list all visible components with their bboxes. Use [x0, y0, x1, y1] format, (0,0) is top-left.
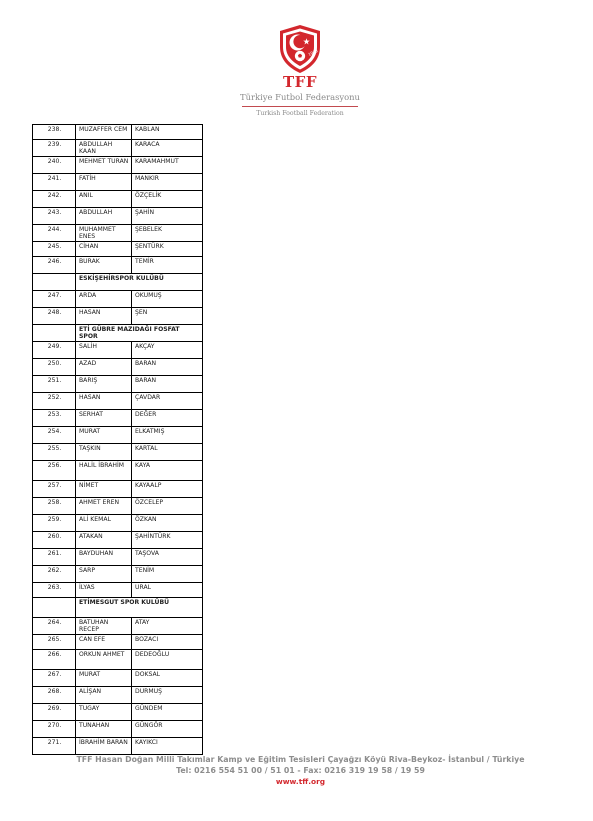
club-row-blank-cell: [33, 274, 76, 291]
table-row: [33, 359, 203, 376]
player-number: 254.: [33, 427, 76, 444]
player-number: 253.: [33, 410, 76, 427]
footer-phone: Tel: 0216 554 51 00 / 51 01 - Fax: 0216 319 19 58 / 19 59: [176, 766, 425, 775]
player-number: 271.: [33, 738, 76, 755]
player-roster-table: [32, 124, 203, 755]
player-first-name: ATAKAN: [76, 532, 132, 549]
player-number: 260.: [33, 532, 76, 549]
table-row: [33, 618, 203, 635]
player-first-name: ANIL: [76, 191, 132, 208]
club-name: ETİMESGUT SPOR KULÜBÜ: [76, 598, 203, 618]
table-row: [33, 393, 203, 410]
player-first-name: ARDA: [76, 291, 132, 308]
player-number: 240.: [33, 157, 76, 174]
player-last-name: DEĞER: [132, 410, 203, 427]
player-last-name: ÖZCELEP: [132, 498, 203, 515]
table-row: [33, 125, 203, 140]
player-last-name: ŞAHİN: [132, 208, 203, 225]
player-last-name: KAYIKCI: [132, 738, 203, 755]
table-row: [33, 427, 203, 444]
player-last-name: ÖZÇELİK: [132, 191, 203, 208]
table-row: [33, 481, 203, 498]
player-last-name: TEMİR: [132, 257, 203, 274]
player-number: 242.: [33, 191, 76, 208]
player-last-name: GÜNGÖR: [132, 721, 203, 738]
player-first-name: ALİŞAN: [76, 687, 132, 704]
player-last-name: AKÇAY: [132, 342, 203, 359]
player-first-name: BARIŞ: [76, 376, 132, 393]
player-last-name: OKUMUŞ: [132, 291, 203, 308]
player-first-name: MEHMET TURAN: [76, 157, 132, 174]
table-row: [33, 174, 203, 191]
player-last-name: KAYA: [132, 461, 203, 481]
player-number: 248.: [33, 308, 76, 325]
table-row: [33, 410, 203, 427]
player-last-name: DOKSAL: [132, 670, 203, 687]
player-number: 266.: [33, 650, 76, 670]
player-first-name: CAN EFE: [76, 635, 132, 650]
club-row-blank-cell: [33, 598, 76, 618]
table-row: [33, 225, 203, 242]
player-first-name: MURAT: [76, 427, 132, 444]
table-row: [33, 532, 203, 549]
player-first-name: ALİ KEMAL: [76, 515, 132, 532]
table-row: [33, 498, 203, 515]
player-last-name: ELKATMIŞ: [132, 427, 203, 444]
table-row: [33, 242, 203, 257]
player-number: 249.: [33, 342, 76, 359]
table-row: [33, 721, 203, 738]
player-first-name: SARP: [76, 566, 132, 583]
player-last-name: TENİM: [132, 566, 203, 583]
tff-emblem-icon: [276, 24, 324, 74]
player-last-name: DURMUŞ: [132, 687, 203, 704]
player-number: 252.: [33, 393, 76, 410]
player-first-name: SERHAT: [76, 410, 132, 427]
player-last-name: ŞENTÜRK: [132, 242, 203, 257]
player-last-name: BOZACI: [132, 635, 203, 650]
player-first-name: FATİH: [76, 174, 132, 191]
player-number: 263.: [33, 583, 76, 598]
table-row: [33, 308, 203, 325]
table-row: [33, 687, 203, 704]
player-number: 258.: [33, 498, 76, 515]
player-number: 262.: [33, 566, 76, 583]
roster-body: [33, 125, 203, 755]
table-row: [33, 342, 203, 359]
table-row: [33, 461, 203, 481]
player-first-name: İLYAS: [76, 583, 132, 598]
player-number: 270.: [33, 721, 76, 738]
player-last-name: KARTAL: [132, 444, 203, 461]
player-last-name: ŞEBELEK: [132, 225, 203, 242]
club-header-row: [33, 325, 203, 342]
player-first-name: TUNAHAN: [76, 721, 132, 738]
player-first-name: AZAD: [76, 359, 132, 376]
player-first-name: ORKUN AHMET: [76, 650, 132, 670]
player-number: 239.: [33, 140, 76, 157]
table-row: [33, 566, 203, 583]
player-first-name: TUGAY: [76, 704, 132, 721]
table-row: [33, 444, 203, 461]
club-row-blank-cell: [33, 325, 76, 342]
player-number: 259.: [33, 515, 76, 532]
table-row: [33, 191, 203, 208]
table-row: [33, 650, 203, 670]
table-row: [33, 670, 203, 687]
footer-website: www.tff.org: [275, 777, 326, 786]
player-first-name: TAŞKIN: [76, 444, 132, 461]
player-first-name: İBRAHİM BARAN: [76, 738, 132, 755]
table-row: [33, 140, 203, 157]
player-number: 243.: [33, 208, 76, 225]
player-number: 261.: [33, 549, 76, 566]
player-first-name: MURAT: [76, 670, 132, 687]
player-last-name: BARAN: [132, 359, 203, 376]
player-last-name: ÇAVDAR: [132, 393, 203, 410]
logo-name-turkish: Türkiye Futbol Federasyonu: [240, 92, 360, 102]
player-first-name: NİMET: [76, 481, 132, 498]
player-number: 238.: [33, 125, 76, 140]
table-row: [33, 704, 203, 721]
player-last-name: KABLAN: [132, 125, 203, 140]
player-number: 250.: [33, 359, 76, 376]
player-last-name: ŞAHİNTÜRK: [132, 532, 203, 549]
player-number: 246.: [33, 257, 76, 274]
table-row: [33, 738, 203, 755]
footer-address: TFF Hasan Doğan Milli Takımlar Kamp ve Eğitim Tesisleri Çayağzı Köyü Riva-Beykoz- İstanbul / Türkiye: [76, 755, 525, 764]
table-row: [33, 583, 203, 598]
player-number: 247.: [33, 291, 76, 308]
player-last-name: TAŞOVA: [132, 549, 203, 566]
player-last-name: BARAN: [132, 376, 203, 393]
player-first-name: ABDULLAH: [76, 208, 132, 225]
player-last-name: KAYAALP: [132, 481, 203, 498]
table-row: [33, 208, 203, 225]
player-first-name: BURAK: [76, 257, 132, 274]
table-row: [33, 257, 203, 274]
player-number: 244.: [33, 225, 76, 242]
table-row: [33, 376, 203, 393]
player-last-name: MANKIR: [132, 174, 203, 191]
player-first-name: MUZAFFER CEM: [76, 125, 132, 140]
player-number: 257.: [33, 481, 76, 498]
player-first-name: CİHAN: [76, 242, 132, 257]
logo-name-english: Turkish Football Federation: [256, 110, 344, 117]
player-last-name: KARAMAHMUT: [132, 157, 203, 174]
club-header-row: [33, 598, 203, 618]
player-number: 265.: [33, 635, 76, 650]
table-row: [33, 635, 203, 650]
club-name: ESKİŞEHİRSPOR KULÜBÜ: [76, 274, 203, 291]
player-number: 255.: [33, 444, 76, 461]
logo-divider: [242, 106, 358, 107]
player-last-name: ŞEN: [132, 308, 203, 325]
tff-logo: [238, 24, 362, 117]
player-first-name: MUHAMMET ENES: [76, 225, 132, 242]
player-number: 251.: [33, 376, 76, 393]
player-last-name: KARACA: [132, 140, 203, 157]
table-row: [33, 549, 203, 566]
player-number: 256.: [33, 461, 76, 481]
player-last-name: GÜNDEM: [132, 704, 203, 721]
logo-abbreviation: TFF: [283, 73, 317, 91]
player-first-name: BATUHAN RECEP: [76, 618, 132, 635]
player-first-name: BAYDUHAN: [76, 549, 132, 566]
table-row: [33, 291, 203, 308]
player-last-name: URAL: [132, 583, 203, 598]
player-first-name: HASAN: [76, 308, 132, 325]
player-number: 241.: [33, 174, 76, 191]
player-number: 268.: [33, 687, 76, 704]
player-first-name: HASAN: [76, 393, 132, 410]
table-row: [33, 157, 203, 174]
player-first-name: HALİL İBRAHİM: [76, 461, 132, 481]
player-last-name: DEDEOĞLU: [132, 650, 203, 670]
player-number: 245.: [33, 242, 76, 257]
player-number: 267.: [33, 670, 76, 687]
player-last-name: ÖZKAN: [132, 515, 203, 532]
player-first-name: SALİH: [76, 342, 132, 359]
club-header-row: [33, 274, 203, 291]
player-first-name: ABDULLAH KAAN: [76, 140, 132, 157]
player-first-name: AHMET EREN: [76, 498, 132, 515]
table-row: [33, 515, 203, 532]
player-number: 264.: [33, 618, 76, 635]
page-footer: [0, 755, 593, 786]
club-name: ETİ GÜBRE MAZIDAĞI FOSFAT SPOR: [76, 325, 203, 342]
player-number: 269.: [33, 704, 76, 721]
svg-text:1923: 1923: [307, 48, 319, 57]
player-last-name: ATAY: [132, 618, 203, 635]
